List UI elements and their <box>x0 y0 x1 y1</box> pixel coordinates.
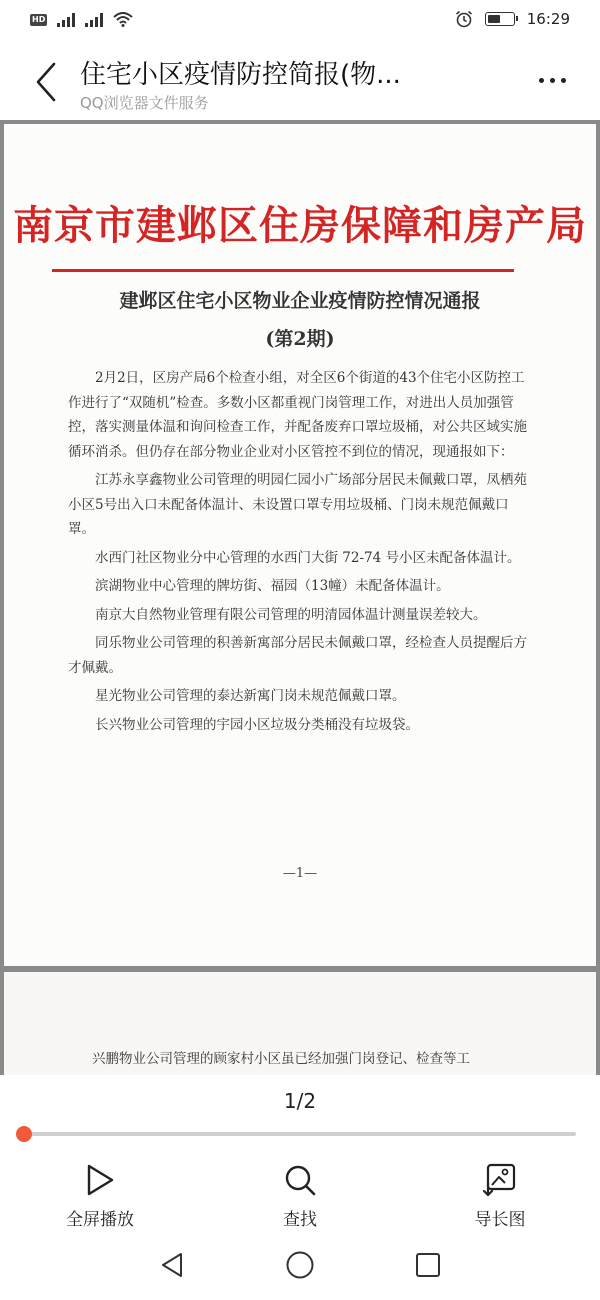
nav-recents-icon <box>415 1252 441 1278</box>
document-report-title: 建邺区住宅小区物业企业疫情防控情况通报 <box>119 290 481 312</box>
search-button[interactable] <box>240 1163 360 1230</box>
page-slider-thumb[interactable] <box>16 1126 32 1142</box>
nav-home-button[interactable] <box>285 1250 315 1280</box>
export-long-image-label: 导长图 <box>474 1210 526 1230</box>
document-issue-number: (第2期) <box>265 328 335 350</box>
document-paragraph: 兴鹏物业公司管理的顾家村小区虽已经加强门岗登记、检查等工 <box>92 1051 470 1067</box>
nav-recents-button[interactable] <box>413 1250 443 1280</box>
document-page-1 <box>4 124 596 966</box>
page-subtitle: QQ浏览器文件服务 <box>80 94 209 112</box>
more-options-button[interactable] <box>532 68 572 92</box>
search-icon <box>283 1163 317 1197</box>
viewer-controls <box>0 1075 600 1230</box>
document-paragraph: 滨湖物业中心管理的牌坊街、福园（13幢）未配备体温计。 <box>95 578 450 594</box>
document-paragraph: 星光物业公司管理的泰达新寓门岗未规范佩戴口罩。 <box>95 688 406 704</box>
hd-badge: HD <box>32 14 46 24</box>
signal-icon <box>57 13 75 27</box>
search-label: 查找 <box>283 1210 317 1230</box>
system-nav-bar <box>0 1230 600 1300</box>
nav-back-button[interactable] <box>157 1250 187 1280</box>
document-paragraph: 2月2日，区房产局6个检查小组，对全区6个街道的43个住宅小区防控工作进行了“双随机”检查。多数小区都重视门岗管理工作，对进出人员加强管控，落实测量体温和询问检查工作，并配备废弃口罩垃圾桶，对公共区域实施循环消杀。但仍存在部分物业企业对小区管控不到位的情况，现通报如下： <box>68 370 527 460</box>
signal-icon <box>85 13 103 27</box>
nav-back-icon <box>159 1251 185 1279</box>
status-left <box>30 12 133 27</box>
document-paragraph: 南京大自然物业管理有限公司管理的明清园体温计测量误差较大。 <box>95 606 487 623</box>
back-arrow-icon <box>34 62 58 102</box>
page-slider[interactable] <box>24 1132 576 1136</box>
page-indicator: 1/2 <box>283 1089 317 1113</box>
more-dot <box>539 78 544 83</box>
action-bar <box>0 1163 600 1230</box>
status-bar <box>0 0 600 42</box>
document-body <box>68 366 530 741</box>
document-org-name: 南京市建邺区住房保障和房产局 <box>13 202 587 249</box>
document-viewer[interactable] <box>0 120 600 1075</box>
battery-icon <box>485 12 515 26</box>
document-red-rule <box>52 269 514 272</box>
document-paragraph: 江苏永享鑫物业公司管理的明园仁园小广场部分居民未佩戴口罩，凤栖苑小区5号出入口未配备体温计、未设置口罩专用垃圾桶、门岗未规范佩戴口罩。 <box>68 472 527 537</box>
more-dot <box>561 78 566 83</box>
document-page-2 <box>4 972 596 1075</box>
play-icon <box>84 1163 116 1197</box>
title-bar <box>0 42 600 120</box>
fullscreen-play-label: 全屏播放 <box>66 1210 134 1230</box>
document-page-number: —1— <box>282 866 318 881</box>
status-time: 16:29 <box>526 10 570 28</box>
fullscreen-play-button[interactable] <box>40 1163 160 1230</box>
more-dot <box>550 78 555 83</box>
document-paragraph: 长兴物业公司管理的宇园小区垃圾分类桶没有垃圾袋。 <box>95 716 419 733</box>
back-button[interactable] <box>28 58 64 106</box>
status-right <box>455 10 570 28</box>
document-paragraph: 水西门社区物业分中心管理的水西门大街 72-74 号小区未配备体温计。 <box>95 549 521 566</box>
nav-home-icon <box>285 1250 315 1280</box>
export-image-icon <box>483 1163 517 1197</box>
page-title: 住宅小区疫情防控简报(物... <box>80 60 401 90</box>
alarm-icon <box>455 10 473 28</box>
wifi-icon <box>113 12 133 27</box>
export-long-image-button[interactable] <box>440 1163 560 1230</box>
document-paragraph: 同乐物业公司管理的积善新寓部分居民未佩戴口罩，经检查人员提醒后方才佩戴。 <box>68 635 527 676</box>
